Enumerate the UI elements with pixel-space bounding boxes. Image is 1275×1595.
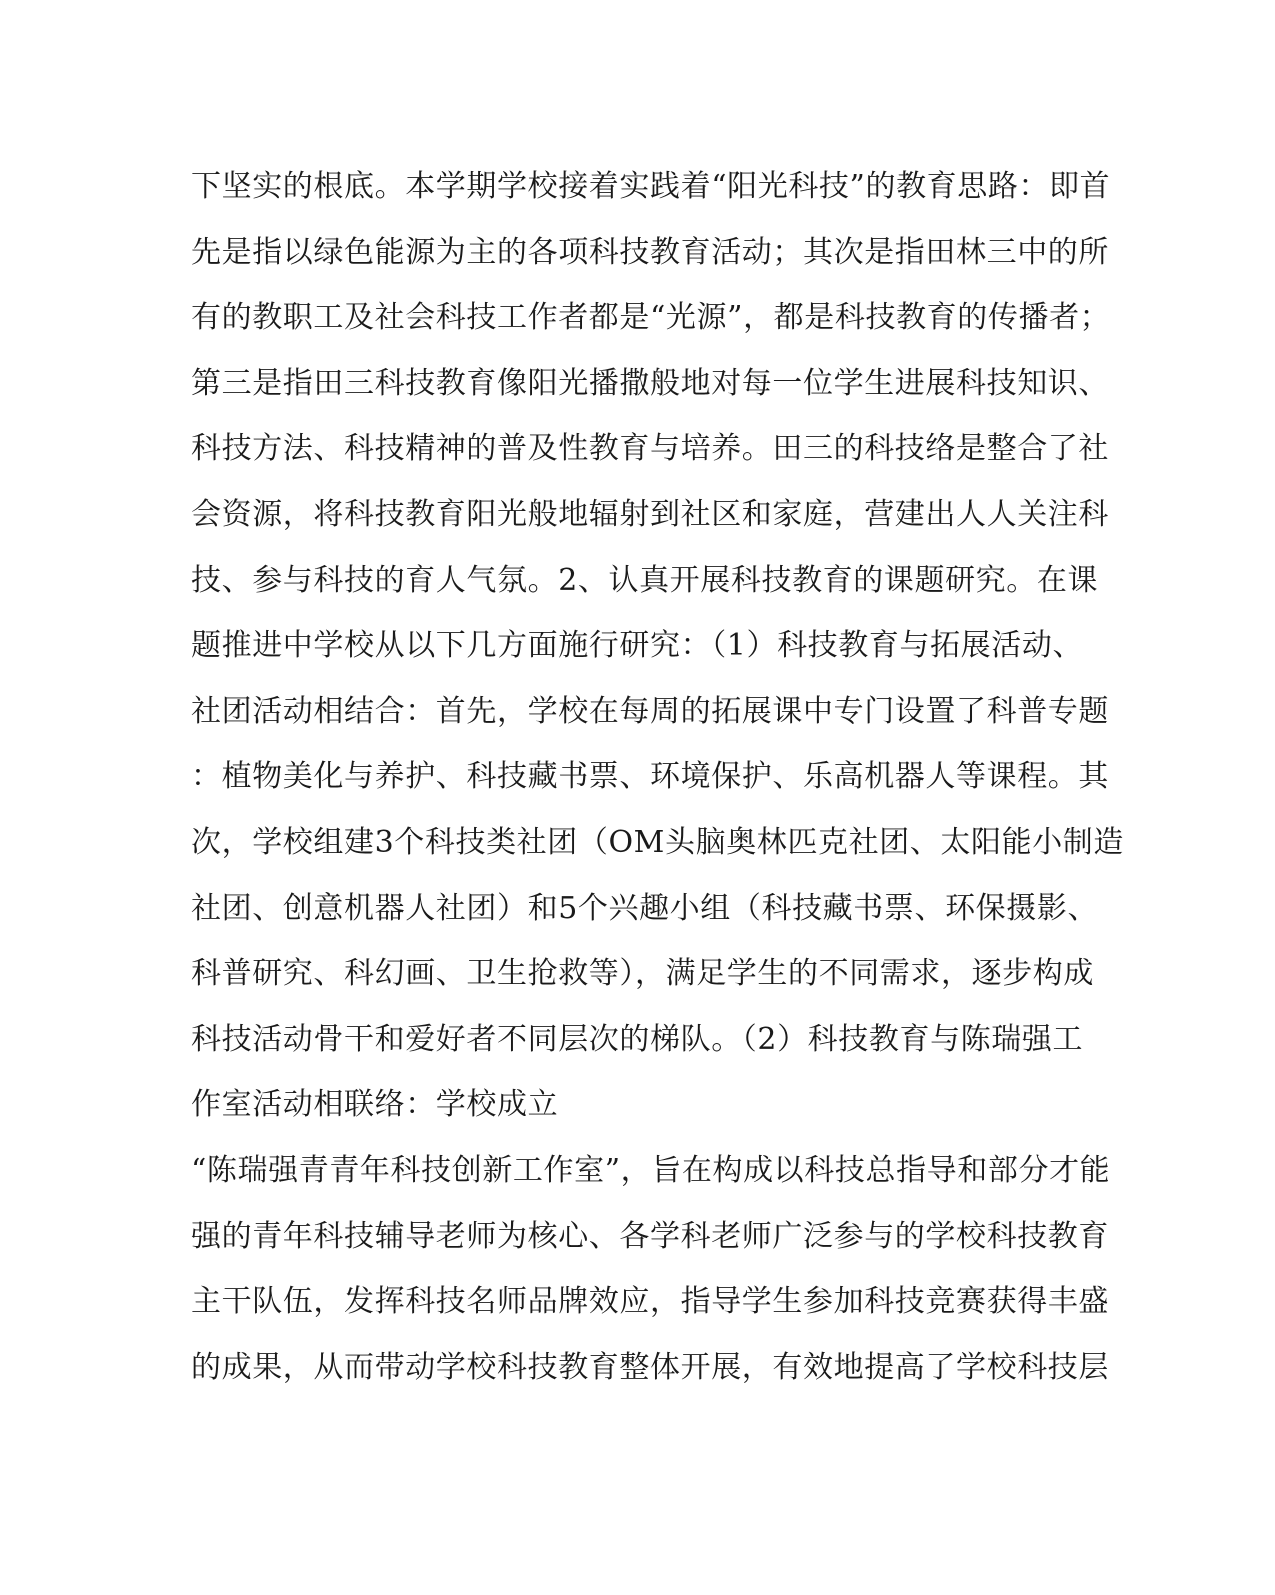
text-line: 题推进中学校从以下几方面施行研究：（1）科技教育与拓展活动、 (191, 628, 1084, 664)
text-line: 科技方法、科技精神的普及性教育与培养。田三的科技络是整合了社 (191, 431, 1109, 467)
text-line: ：植物美化与养护、科技藏书票、环境保护、乐高机器人等课程。其 (191, 759, 1109, 795)
text-line: 技、参与科技的育人气氛。2、认真开展科技教育的课题研究。在课 (191, 562, 1099, 598)
text-line: 作室活动相联络：学校成立 (191, 1087, 559, 1123)
text-line: 的成果，从而带动学校科技教育整体开展，有效地提高了学校科技层 (191, 1349, 1109, 1385)
text-line: 社团活动相结合：首先，学校在每周的拓展课中专门设置了科普专题 (191, 693, 1109, 729)
text-line: 主干队伍，发挥科技名师品牌效应，指导学生参加科技竞赛获得丰盛 (191, 1284, 1109, 1320)
body-text (191, 160, 1124, 1406)
text-line: 第三是指田三科技教育像阳光播撒般地对每一位学生进展科技知识、 (191, 365, 1109, 401)
text-line: 先是指以绿色能源为主的各项科技教育活动；其次是指田林三中的所 (191, 234, 1109, 270)
text-line: 社团、创意机器人社团）和5个兴趣小组（科技藏书票、环保摄影、 (191, 890, 1099, 926)
text-line: 科普研究、科幻画、卫生抢救等），满足学生的不同需求，逐步构成 (191, 956, 1094, 992)
text-line: 科技活动骨干和爱好者不同层次的梯队。（2）科技教育与陈瑞强工 (191, 1021, 1084, 1057)
text-line: 次，学校组建3个科技类社团（OM头脑奥林匹克社团、太阳能小制造 (191, 824, 1124, 860)
text-line: 下坚实的根底。本学期学校接着实践着“阳光科技”的教育思路：即首 (191, 169, 1111, 204)
text-line: “陈瑞强青青年科技创新工作室”，旨在构成以科技总指导和部分才能 (191, 1152, 1111, 1188)
text-line: 强的青年科技辅导老师为核心、各学科老师广泛参与的学校科技教育 (191, 1218, 1109, 1254)
text-line: 会资源，将科技教育阳光般地辐射到社区和家庭，营建出人人关注科 (191, 496, 1109, 532)
text-line: 有的教职工及社会科技工作者都是“光源”，都是科技教育的传播者； (191, 300, 1111, 336)
